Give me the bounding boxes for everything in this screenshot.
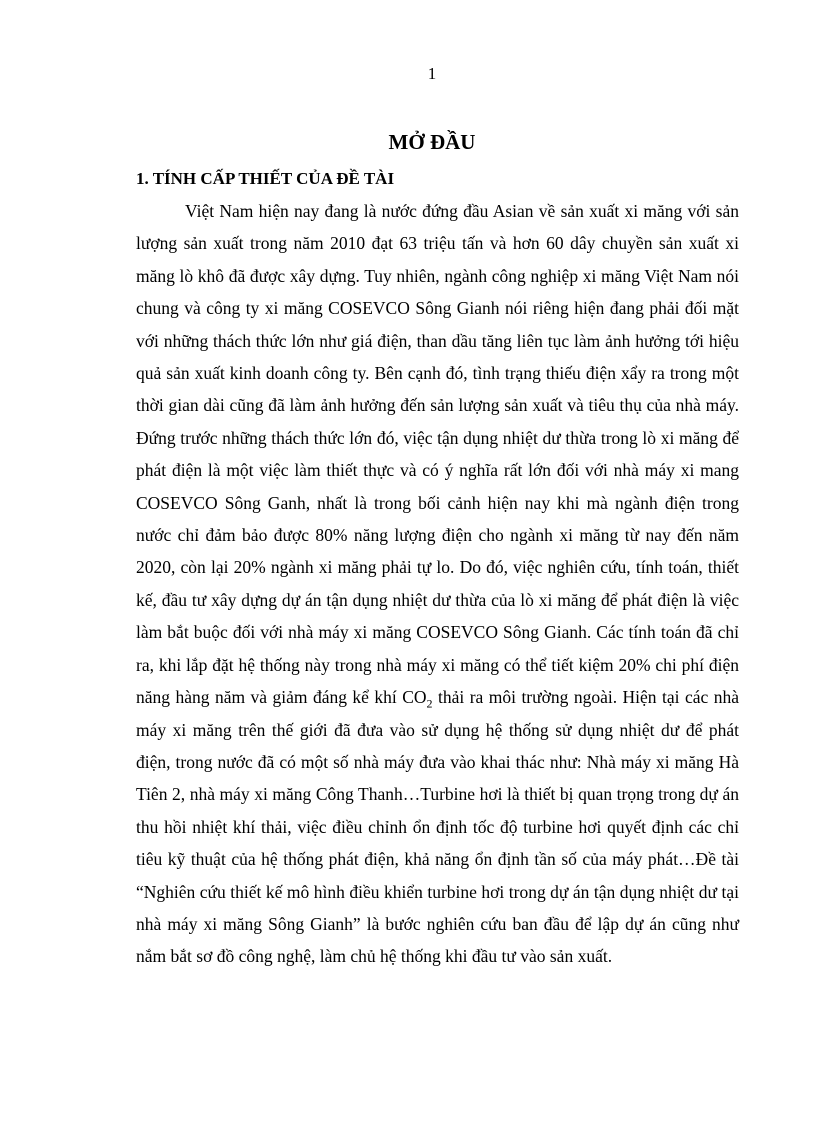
page-number: 1: [427, 64, 437, 83]
co2-subscript: 2: [426, 696, 433, 711]
body-paragraph: [136, 195, 739, 973]
section-heading: 1. TÍNH CẤP THIẾT CỦA ĐỀ TÀI: [136, 169, 395, 188]
paragraph-text-part2: thải ra môi trường ngoài. Hiện tại các nhà máy xi măng trên thế giới đã đưa vào sử dụng hệ thống sử dụng nhiệt dư để phát điện, trong nước đã có một số nhà máy đưa vào khai thác như: Nhà máy xi măng Hà Tiên 2, nhà máy xi măng Công Thanh…Turbine hơi là thiết bị quan trọng trong dự án thu hồi nhiệt khí thải, việc điều chỉnh ổn định tốc độ turbine hơi quyết định các chỉ tiêu kỹ thuật của hệ thống phát điện, khả năng ổn định tần số của máy phát…Đề tài “Nghiên cứu thiết kế mô hình điều khiển turbine hơi trong dự án tận dụng nhiệt dư tại nhà máy xi măng Sông Gianh” là bước nghiên cứu ban đầu để lập dự án cũng như nắm bắt sơ đồ công nghệ, làm chủ hệ thống khi đầu tư vào sản xuất.: [136, 687, 739, 967]
document-title: MỞ ĐẦU: [388, 130, 476, 154]
paragraph-text-part1: Việt Nam hiện nay đang là nước đứng đầu Asian về sản xuất xi măng với sản lượng sản xuất trong năm 2010 đạt 63 triệu tấn và hơn 60 dây chuyền sản xuất xi măng lò khô đã được xây dựng. Tuy nhiên, ngành công nghiệp xi măng Việt Nam nói chung và công ty xi măng COSEVCO Sông Gianh nói riêng hiện đang phải đối mặt với những thách thức lớn như giá điện, than dầu tăng liên tục làm ảnh hưởng tới hiệu quả sản xuất kinh doanh công ty. Bên cạnh đó, tình trạng thiếu điện xẩy ra trong một thời gian dài cũng đã làm ảnh hưởng đến sản lượng sản xuất và tiêu thụ của nhà máy. Đứng trước những thách thức lớn đó, việc tận dụng nhiệt dư thừa trong lò xi măng để phát điện là một việc làm thiết thực và có ý nghĩa rất lớn đối với nhà máy xi mang COSEVCO Sông Ganh, nhất là trong bối cảnh hiện nay khi mà ngành điện trong nước chỉ đảm bảo được 80% năng lượng điện cho ngành xi măng từ nay đến năm 2020, còn lại 20% ngành xi măng phải tự lo. Do đó, việc nghiên cứu, tính toán, thiết kế, đầu tư xây dựng dự án tận dụng nhiệt dư thừa của lò xi măng để phát điện là việc làm bắt buộc đối với nhà máy xi măng COSEVCO Sông Gianh. Các tính toán đã chỉ ra, khi lắp đặt hệ thống này trong nhà máy xi măng có thể tiết kiệm 20% chi phí điện năng hàng năm và giảm đáng kể khí CO: [136, 201, 739, 708]
